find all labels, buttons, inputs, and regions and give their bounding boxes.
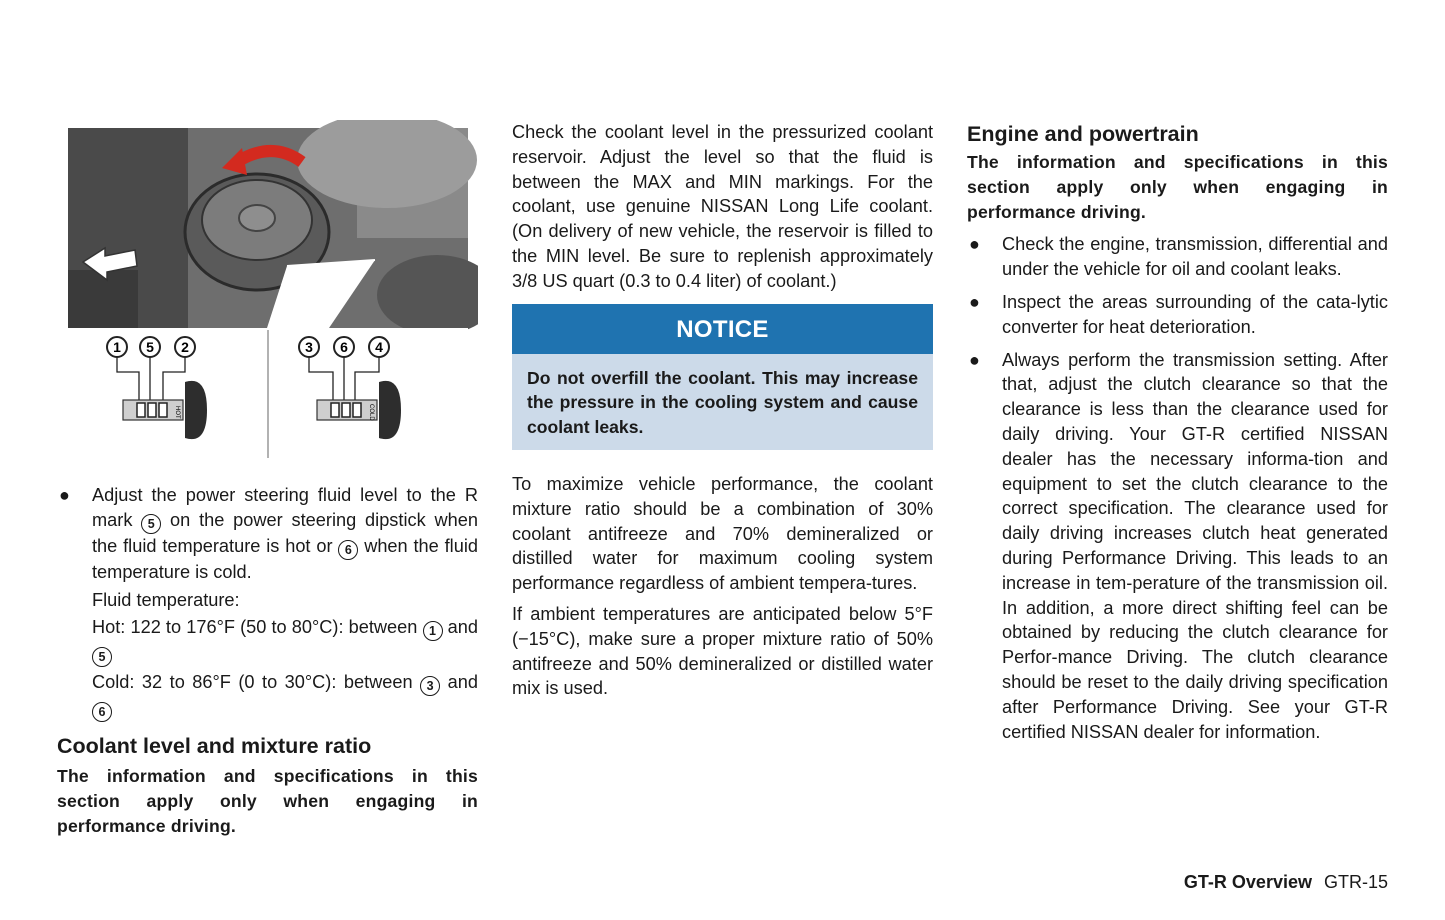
list-item: ● Inspect the areas surrounding of the cata-lytic converter for heat deterioration. [969, 291, 1388, 337]
engine-heading: Engine and powertrain [967, 122, 1199, 146]
label-marker-4: 4 [375, 339, 383, 355]
engine-illustration [57, 120, 478, 465]
circled-number-5: 5 [141, 514, 161, 534]
column-2 [512, 120, 933, 701]
bullet-icon: ● [969, 349, 980, 370]
circled-number-3: 3 [420, 676, 440, 696]
label-marker-5: 5 [146, 339, 154, 355]
notice-text: Do not overfill the coolant. This may increase the pressure in the cooling system and cause coolant leaks. [512, 354, 933, 450]
list-item: ● Check the engine, transmission, differential and under the vehicle for oil and coolant leaks. [969, 234, 1388, 280]
label-marker-2: 2 [181, 339, 189, 355]
dipstick-hot-text: HOT [174, 406, 180, 419]
page-number: GTR-15 [1323, 872, 1388, 892]
cold-temperature: Cold: 32 to 86°F (0 to 30°C): between 3 and 6 [92, 670, 478, 722]
notice-box [512, 304, 933, 450]
fluid-temperature-label: Fluid temperature: [92, 589, 240, 610]
bullet-icon: ● [969, 234, 980, 255]
coolant-check-paragraph: Check the coolant level in the pressurized coolant reservoir. Adjust the level so that the fluid is between the MAX and MIN markings. For the coolant, use genuine NISSAN Long Life coolant. (On delivery of new vehicle, the reservoir is filled to the MIN level. Be sure to replenish approximately 3/8 US quart (0.3 to 0.4 liter) of coolant.) [512, 122, 933, 291]
notice-title: NOTICE [512, 304, 933, 354]
cold-mixture-paragraph: If ambient temperatures are anticipated below 5°F (−15°C), make sure a proper mixture ratio of 50% antifreeze and 50% demineralized or distilled water mix is used. [512, 603, 933, 699]
engine-lead: The information and specifications in this section apply only when engaging in performance driving. [967, 152, 1388, 222]
hot-temperature: Hot: 122 to 176°F (50 to 80°C): between 1 and 5 [92, 615, 478, 667]
circled-number-6: 6 [92, 702, 112, 722]
column-3 [967, 120, 1388, 744]
footer-section-title: GT-R Overview [1183, 872, 1312, 892]
label-marker-6: 6 [340, 339, 348, 355]
bullet-icon: ● [969, 291, 980, 312]
bullet-icon: ● [59, 485, 70, 505]
coolant-lead: The information and specifications in this section apply only when engaging in performance driving. [57, 766, 478, 836]
column-1-text [57, 483, 478, 839]
power-steering-instruction: Adjust the power steering fluid level to the R mark 5 on the power steering dipstick when the fluid temperature is hot or 6 when the fluid temperature is cold. [92, 485, 478, 582]
label-marker-1: 1 [113, 339, 121, 355]
circled-number-1: 1 [423, 621, 443, 641]
circled-number-5: 5 [92, 647, 112, 667]
coolant-heading: Coolant level and mixture ratio [57, 734, 372, 759]
dipstick-cold-text: COLD [368, 404, 374, 421]
list-item [57, 483, 478, 722]
page-footer [1184, 870, 1388, 894]
list-item: ● Always perform the transmission setting. After that, adjust the clutch clearance so that the clearance is less than the clearance used for daily driving. Your GT-R certified NISSAN dealer has the necessary informa-tion and equipment to set the clutch clearance to the correct specification. The clearance used for daily driving increases clutch heat generated during Performance Driving. This leads to an increase in tem-perature of the transmission oil. In addition, a more direct shifting feel can be obtained by reducing the clutch clearance for Perfor-mance Driving. The clutch clearance should be reset to the daily driving specification after Performance Driving. See your GT-R certified NISSAN dealer for information. [969, 349, 1388, 742]
mixture-paragraph: To maximize vehicle performance, the coolant mixture ratio should be a combination of 30% coolant antifreeze and 70% demineralized or distilled water for maximum cooling system performance regardless of ambient tempera-tures. [512, 473, 933, 594]
coolant-reservoir-figure [57, 120, 478, 465]
label-marker-3: 3 [305, 339, 313, 355]
circled-number-6: 6 [338, 540, 358, 560]
